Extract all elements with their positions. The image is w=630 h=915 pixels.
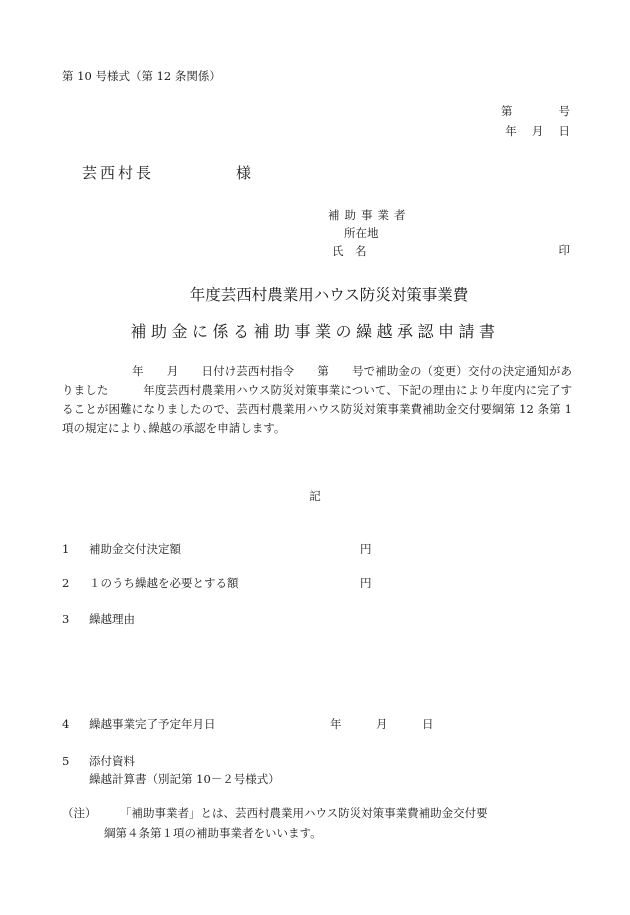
item-number: 5 — [62, 754, 70, 768]
item-label: １のうち繰越を必要とする額 — [89, 576, 239, 590]
item-number: 1 — [62, 542, 70, 556]
applicant-name-label: 氏 名 — [332, 244, 367, 258]
title-year-prefix: 年度 — [189, 286, 221, 304]
applicant-address-label: 所在地 — [344, 226, 379, 240]
addressee-name: 芸西村長 — [82, 164, 155, 182]
applicant-block — [328, 206, 411, 260]
title-main: 芸西村農業用ハウス防災対策事業費 — [220, 286, 469, 304]
document-number-line: 第 号 — [501, 104, 570, 118]
item-unit: 円 — [360, 542, 372, 556]
item-label: 繰越事業完了予定年月日 — [89, 717, 216, 731]
item-label: 添付資料 — [89, 754, 135, 768]
item-unit: 円 — [360, 576, 372, 590]
ki-heading: 記 — [309, 489, 321, 503]
item-date: 年 月 日 — [330, 717, 434, 731]
document-date-line: 年 月 日 — [505, 124, 570, 138]
note-block — [62, 803, 574, 843]
document-title-line1 — [0, 283, 630, 305]
item-attachments — [62, 752, 280, 788]
seal-mark: 印 — [558, 243, 570, 257]
date-block — [501, 101, 570, 141]
note-text-line1: 「補助事業者」とは、芸西村農業用ハウス防災対策事業費補助金交付要 — [120, 806, 488, 820]
addressee — [82, 162, 254, 183]
applicant-operator-label: 補助事業者 — [328, 208, 411, 222]
addressee-honorific: 様 — [236, 164, 255, 182]
item-number: 4 — [62, 717, 70, 731]
form-number: 第 10 号様式（第 12 条関係） — [62, 69, 221, 83]
note-text-line2: 綱第４条第１項の補助事業者をいいます。 — [104, 826, 322, 840]
item-label: 繰越理由 — [89, 612, 135, 626]
item-carryover-reason — [62, 611, 135, 627]
body-text: 年 月 日付け芸西村指令 第 号で補助金の（変更）交付の決定通知がありました 年度芸西村農業用ハウス防災対策事業について、下記の理由により年度内に完了することが困難になりましたので、芸西村農業用ハウス防災対策事業費補助金交付要綱第 12 条第 1 項の規定により､繰越の承認を申請します。 — [62, 364, 572, 435]
item-label: 補助金交付決定額 — [89, 542, 181, 556]
item-attachment-detail: 繰越計算書（別記第 10－２号様式） — [89, 772, 280, 786]
item-number: 3 — [62, 612, 70, 626]
body-paragraph — [62, 362, 572, 438]
document-title-line2: 補助金に係る補助事業の繰越承認申請書 — [130, 322, 500, 341]
item-carryover-amount — [62, 575, 372, 591]
note-label: （注） — [62, 806, 97, 820]
item-completion-date — [62, 716, 434, 732]
item-number: 2 — [62, 576, 70, 590]
item-grant-amount — [62, 541, 372, 557]
